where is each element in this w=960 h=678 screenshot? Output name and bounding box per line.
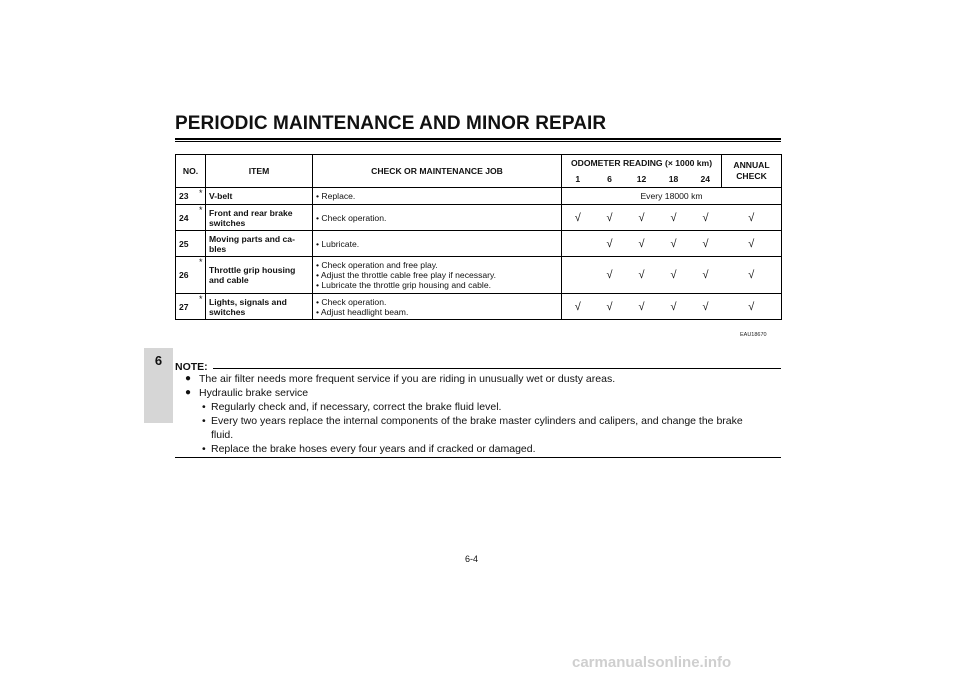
note-rule	[213, 368, 781, 369]
row-star: *	[197, 257, 206, 294]
job-line: • Check operation.	[316, 212, 387, 223]
bullet-icon: ●	[185, 387, 192, 398]
item-line: Lights, signals and	[209, 296, 287, 307]
note-sub-bullet	[175, 414, 781, 428]
sub-bullet-icon: •	[202, 443, 206, 455]
note-text: The air filter needs more frequent service if you are riding in unusually wet or dusty areas.	[199, 373, 616, 385]
row-item	[206, 231, 313, 257]
job-line: • Lubricate the throttle grip housing and cable.	[316, 280, 491, 290]
table-row	[176, 205, 782, 231]
item-line: Throttle grip housing	[209, 265, 296, 275]
row-star: *	[197, 294, 206, 320]
note-text: Regularly check and, if necessary, correct the brake fluid level.	[211, 401, 502, 413]
row-number: 24	[176, 205, 197, 231]
sub-bullet-icon: •	[202, 401, 206, 413]
check-mark: √	[690, 294, 722, 320]
note-bullet-air-filter	[175, 372, 781, 386]
page-number: 6-4	[465, 554, 479, 564]
chapter-tab: 6	[144, 348, 173, 423]
check-mark: √	[562, 205, 594, 231]
check-mark: √	[626, 231, 658, 257]
note-heading: NOTE:	[175, 361, 208, 373]
check-mark: √	[722, 231, 782, 257]
check-mark: √	[658, 257, 690, 294]
job-line: • Adjust headlight beam.	[316, 306, 409, 317]
table-row	[176, 231, 782, 257]
check-mark: √	[562, 294, 594, 320]
maintenance-table	[175, 154, 782, 320]
row-item	[206, 257, 313, 294]
check-mark	[562, 257, 594, 294]
header-odo-12: 12	[636, 174, 647, 185]
item-line: bles	[209, 243, 227, 254]
note-text: Replace the brake hoses every four years and if cracked or damaged.	[211, 443, 536, 455]
row-job	[313, 205, 562, 231]
item-line: V-belt	[209, 191, 233, 201]
note-text: Hydraulic brake service	[199, 387, 309, 399]
check-mark: √	[594, 205, 626, 231]
check-mark: √	[690, 231, 722, 257]
note-sub-bullet	[175, 400, 781, 414]
row-number: 25	[176, 231, 197, 257]
row-job	[313, 257, 562, 294]
row-star: *	[197, 205, 206, 231]
item-line: Front and rear brake	[209, 207, 293, 218]
check-mark: √	[722, 205, 782, 231]
watermark: carmanualsonline.info	[572, 654, 732, 671]
document-code: EAU18670	[740, 332, 767, 338]
title-rule-thin	[175, 141, 781, 142]
check-mark: √	[722, 294, 782, 320]
header-odometer: ODOMETER READING (× 1000 km)	[562, 155, 722, 172]
header-no: NO.	[176, 155, 206, 188]
check-mark: √	[626, 205, 658, 231]
item-line: switches	[209, 217, 246, 228]
row-number: 26	[176, 257, 197, 294]
header-odo-24: 24	[700, 174, 711, 185]
job-line: • Replace.	[316, 191, 356, 201]
check-mark: √	[594, 231, 626, 257]
check-mark: √	[626, 294, 658, 320]
job-line: • Lubricate.	[316, 238, 360, 249]
row-number: 23	[176, 188, 197, 205]
job-line: • Check operation and free play.	[316, 260, 438, 270]
check-mark	[562, 231, 594, 257]
check-mark: √	[594, 257, 626, 294]
header-odo-1: 1	[575, 174, 581, 185]
table-row	[176, 188, 782, 205]
check-mark: √	[690, 257, 722, 294]
check-mark: √	[594, 294, 626, 320]
row-item	[206, 205, 313, 231]
check-mark: √	[658, 205, 690, 231]
page-title: PERIODIC MAINTENANCE AND MINOR REPAIR	[175, 113, 607, 134]
item-line: and cable	[209, 275, 249, 285]
row-job	[313, 188, 562, 205]
header-item: ITEM	[206, 155, 313, 188]
row-star: *	[197, 188, 206, 205]
header-odo-6: 6	[607, 174, 612, 185]
check-mark: √	[658, 294, 690, 320]
note-bottom-rule	[175, 457, 781, 458]
note-text: fluid.	[211, 429, 234, 441]
job-line: • Check operation.	[316, 296, 387, 307]
table-row	[176, 257, 782, 294]
check-mark: √	[658, 231, 690, 257]
header-odo-18: 18	[668, 174, 679, 185]
row-interval: Every 18000 km	[562, 188, 782, 205]
row-star	[197, 231, 206, 257]
job-line: • Adjust the throttle cable free play if necessary.	[316, 270, 497, 280]
check-mark: √	[722, 257, 782, 294]
note-sub-bullet	[175, 442, 781, 456]
title-rule	[175, 138, 781, 140]
check-mark: √	[690, 205, 722, 231]
row-item	[206, 294, 313, 320]
bullet-icon: ●	[185, 373, 192, 384]
row-number: 27	[176, 294, 197, 320]
check-mark: √	[626, 257, 658, 294]
note-body	[175, 372, 781, 456]
table-row	[176, 294, 782, 320]
row-job	[313, 231, 562, 257]
header-annual: ANNUAL CHECK	[722, 155, 782, 188]
row-item	[206, 188, 313, 205]
note-sub-bullet-continued	[175, 428, 781, 442]
note-text: Every two years replace the internal components of the brake master cylinders and calipers, and change the brake	[211, 415, 743, 427]
note-bullet-brake	[175, 386, 781, 400]
row-job	[313, 294, 562, 320]
item-line: Moving parts and ca-	[209, 233, 295, 244]
item-line: switches	[209, 306, 246, 317]
sub-bullet-icon: •	[202, 415, 206, 427]
header-job: CHECK OR MAINTENANCE JOB	[313, 155, 562, 188]
